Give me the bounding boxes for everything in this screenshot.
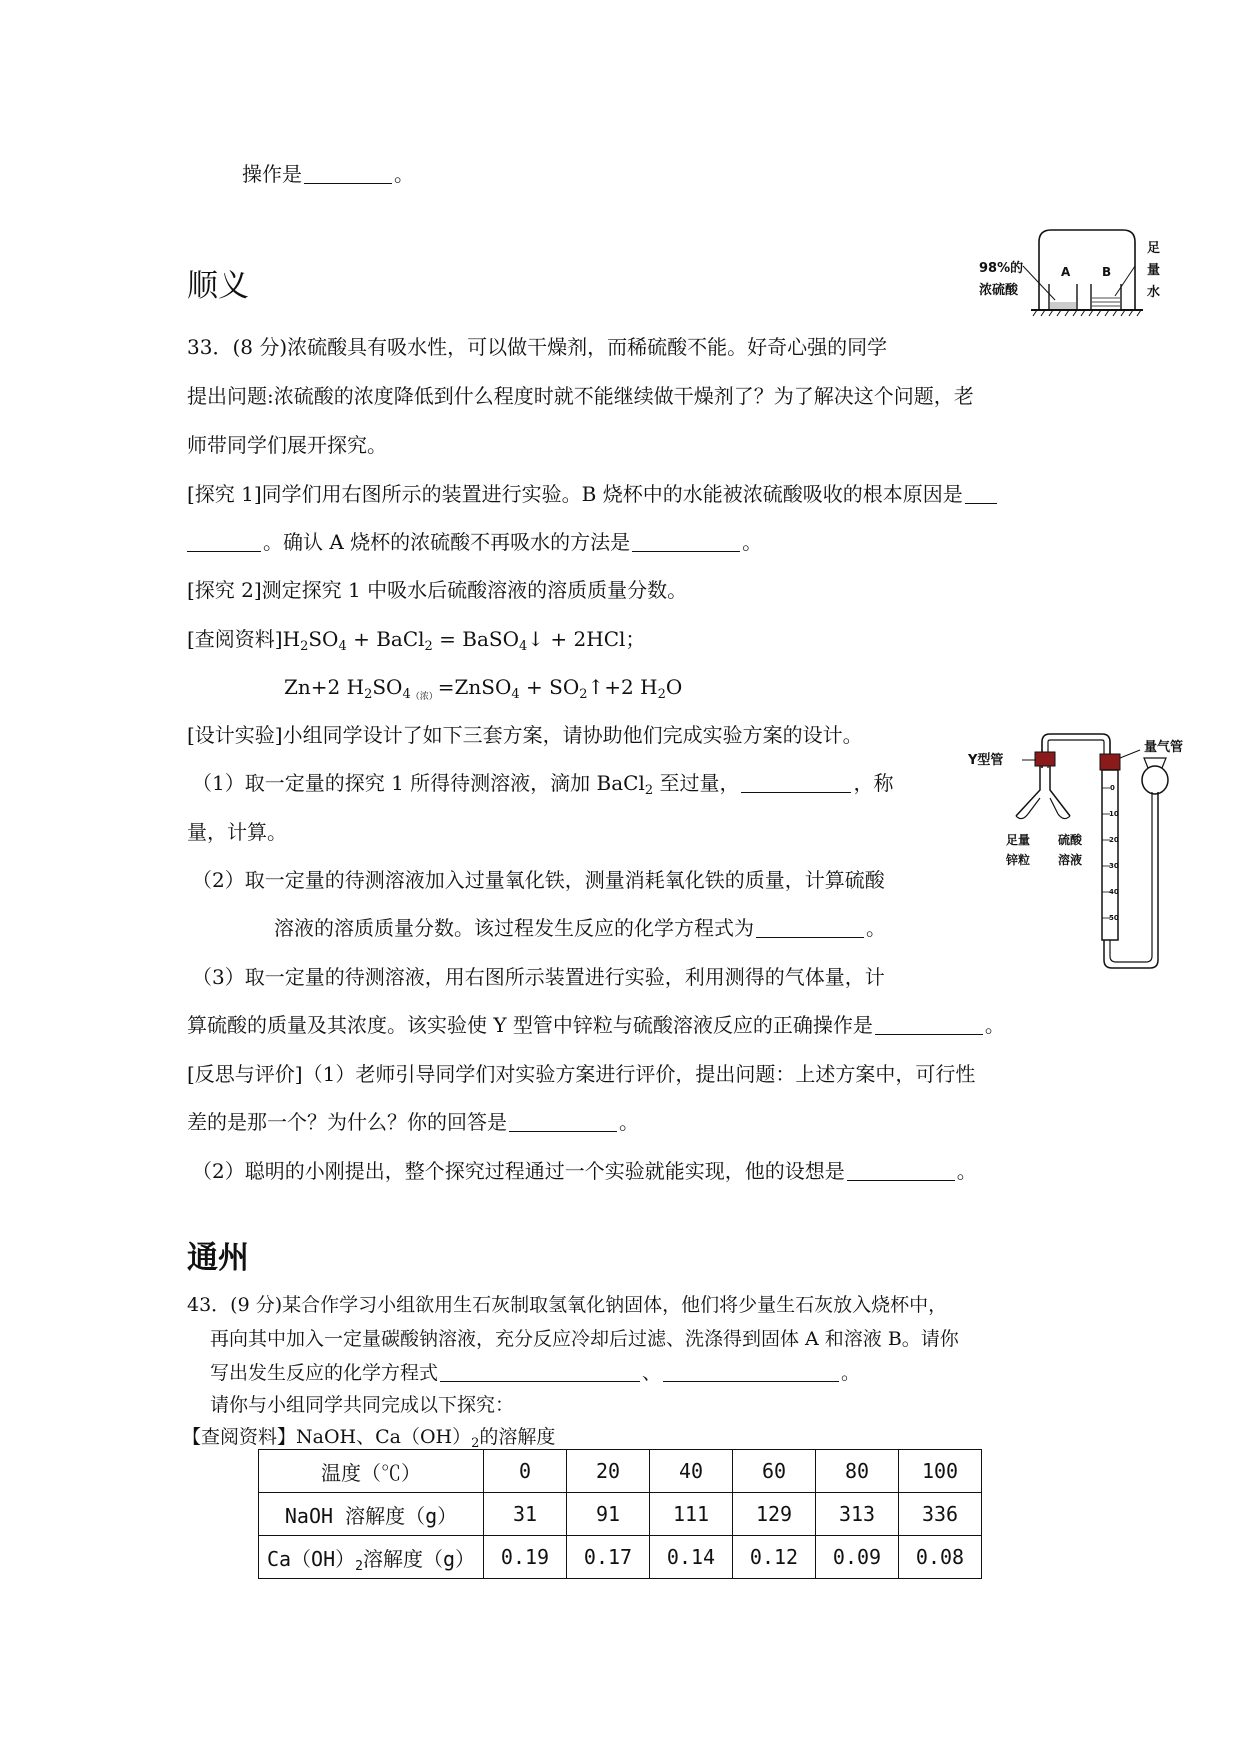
q43-line1: 43．(9 分)某合作学习小组欲用生石灰制取氢氧化钠固体，他们将少量生石灰放入烧杯中，: [187, 1294, 948, 1316]
svg-text:50: 50: [1109, 914, 1119, 922]
label-water-1: 足: [1147, 241, 1161, 256]
naoh-label: NaOH 溶解度（g）: [259, 1493, 484, 1536]
table-row: NaOH 溶解度（g） 31 91 111 129 313 336: [259, 1493, 982, 1536]
reflection1-line1: [反思与评价]（1）老师引导同学们对实验方案进行评价，提出问题：上述方案中，可行性: [187, 1062, 976, 1086]
svg-text:10: 10: [1109, 810, 1119, 818]
section-title-tongzhou: 通州: [187, 1240, 249, 1276]
reference-equation-2: Zn+2 $H_2SO_{4(浓)}=ZnSO_4$ + $SO_2↑+2$ $H_2O$: [284, 675, 683, 702]
q43-reference: 【查阅资料】NaOH、$Ca(OH)_2$的溶解度: [182, 1426, 556, 1451]
label-water-3: 水: [1147, 285, 1161, 300]
answer-blank[interactable]: [965, 483, 997, 504]
section-title-shunyi: 顺义: [187, 268, 249, 304]
label-zinc-1: 足量: [1006, 833, 1031, 847]
q43-line3: 写出发生反应的化学方程式 、 。: [210, 1362, 861, 1384]
svg-text:40: 40: [1109, 888, 1119, 896]
reflection1-line2: 差的是那一个？为什么？你的回答是 。: [187, 1110, 639, 1134]
q43-line4: 请你与小组同学共同完成以下探究：: [210, 1394, 515, 1416]
plan3-line1: （3）取一定量的待测溶液，用右图所示装置进行实验，利用测得的气体量，计: [192, 965, 885, 989]
plan3-line2: 算硫酸的质量及其浓度。该实验使 Y 型管中锌粒与硫酸溶液反应的正确操作是 。: [187, 1013, 1005, 1037]
q43-line2: 再向其中加入一定量碳酸钠溶液，充分反应冷却后过滤、洗涤得到固体 A 和溶液 B。请你: [210, 1328, 959, 1350]
label-a: A: [1061, 265, 1071, 279]
explore1-line1: [探究 1]同学们用右图所示的装置进行实验。B 烧杯中的水能被浓硫酸吸收的根本原因是: [187, 481, 999, 507]
svg-text:0: 0: [1110, 784, 1115, 792]
q33-line3: 师带同学们展开探究。: [187, 433, 387, 457]
label-zinc-2: 锌粒: [1006, 853, 1031, 867]
label-acid-2: 浓硫酸: [979, 283, 1019, 298]
label-y-tube: Y型管: [968, 753, 1004, 768]
design-line: [设计实验]小组同学设计了如下三套方案，请协助他们完成实验方案的设计。: [187, 723, 863, 747]
plan1-line2: 量，计算。: [187, 820, 287, 844]
solubility-table: [258, 1449, 982, 1579]
q33-line2: 提出问题:浓硫酸的浓度降低到什么程度时就不能继续做干燥剂了？为了解决这个问题，老: [187, 384, 974, 408]
answer-blank[interactable]: [663, 1361, 839, 1382]
operation-line: 操作是 。: [242, 162, 414, 186]
explore2-line: [探究 2]测定探究 1 中吸水后硫酸溶液的溶质质量分数。: [187, 578, 688, 602]
label-acid-1: 98%的: [979, 261, 1024, 276]
explore1-line2: 。确认 A 烧杯的浓硫酸不再吸水的方法是 。: [187, 529, 762, 555]
label-water-2: 量: [1147, 263, 1161, 278]
q33-line1: 33．(8 分)浓硫酸具有吸水性，可以做干燥剂，而稀硫酸不能。好奇心强的同学: [187, 335, 888, 359]
caoh-label: $Ca(OH)_2$溶解度（g）: [259, 1536, 484, 1579]
label-b: B: [1102, 265, 1112, 279]
reflection2-line: （2）聪明的小刚提出，整个探究过程通过一个实验就能实现，他的设想是 。: [192, 1159, 977, 1183]
answer-blank[interactable]: [509, 1111, 617, 1132]
label-acid-solution-1: 硫酸: [1058, 833, 1083, 847]
svg-text:20: 20: [1109, 836, 1119, 844]
y-tube-apparatus-figure: [962, 728, 1194, 974]
answer-blank[interactable]: [304, 163, 392, 184]
beaker-apparatus-figure: [975, 222, 1165, 332]
answer-blank[interactable]: [187, 531, 261, 552]
answer-blank[interactable]: [632, 531, 740, 552]
label-gas-tube: 量气管: [1144, 740, 1184, 755]
plan1-line1: （1）取一定量的探究 1 所得待测溶液，滴加 BaCl$_2$ 至过量， ，称: [192, 771, 894, 798]
label-acid-solution-2: 溶液: [1058, 853, 1083, 867]
answer-blank[interactable]: [440, 1361, 640, 1382]
answer-blank[interactable]: [875, 1014, 983, 1035]
answer-blank[interactable]: [847, 1160, 955, 1181]
table-row: 温度（℃） 0 20 40 60 80 100: [259, 1450, 982, 1493]
answer-blank[interactable]: [741, 772, 851, 793]
header-label: 温度（℃）: [259, 1450, 484, 1493]
plan2-line1: （2）取一定量的待测溶液加入过量氧化铁，测量消耗氧化铁的质量，计算硫酸: [192, 868, 885, 892]
svg-text:30: 30: [1109, 862, 1119, 870]
reference-equation-1: [查阅资料]$H_2SO_4$ + BaCl$_2$ = BaSO$_4$↓ + 2HCl；: [187, 627, 646, 654]
answer-blank[interactable]: [756, 917, 864, 938]
table-row: $Ca(OH)_2$溶解度（g） 0.19 0.17 0.14 0.12 0.09 0.08: [259, 1536, 982, 1579]
plan2-line2: 溶液的溶质质量分数。该过程发生反应的化学方程式为 。: [274, 916, 886, 940]
